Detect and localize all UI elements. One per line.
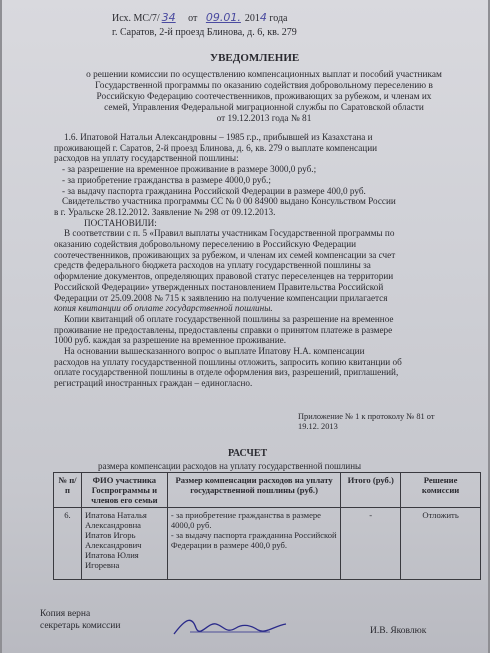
notice-title: УВЕДОМЛЕНИЕ — [210, 52, 300, 64]
sender-address: г. Саратов, 2-й проезд Блинова, д. 6, кв. 279 — [112, 27, 297, 38]
copy-certification — [40, 608, 120, 632]
body-line: копия квитанции об оплате государственной пошлины. — [54, 303, 273, 314]
subtitle-line: о решении комиссии по осуществлению компенсационных выплат и пособий участникам — [86, 70, 442, 80]
body-line: - за выдачу паспорта гражданина Российской Федерации в размере 400,0 руб. — [62, 185, 366, 196]
ref-prefix: Исх. МС/7/ — [112, 13, 160, 24]
body-line: На основании вышесказанного вопрос о выплате Ипатову Н.А. компенсации — [64, 346, 365, 357]
table-row — [54, 508, 481, 580]
body-line: Федерации от 25.09.2008 № 715 к заявлению на получение компенсации прилагается — [54, 292, 388, 303]
subtitle-line: Российскую Федерацию соотечественников, проживающих за рубежом, и членам их — [96, 92, 432, 102]
subtitle-line: от 19.12.2013 года № 81 — [216, 114, 312, 124]
body-line: соотечественников, проживающих за рубежом, и членам их семей компенсации за счет — [54, 249, 396, 260]
subtitle-line: семей, Управления Федеральной миграционной службы по Саратовской области — [104, 103, 424, 113]
copy-line: Копия верна — [40, 609, 91, 619]
body-line: - за приобретение гражданства в размере 4000,0 руб.; — [62, 174, 271, 185]
subtitle-line: Государственной программы по оказанию содействия добровольному переселению в — [95, 81, 433, 91]
certificate-line: Свидетельство участника программы СС № 0 00 84900 выдано Консульством России — [62, 196, 396, 207]
appendix-date: 19.12. 2013 — [298, 422, 338, 431]
secretary-line: секретарь комиссии — [40, 621, 121, 631]
date-from-label: от — [188, 13, 198, 24]
outgoing-ref-line — [112, 12, 288, 25]
year-digit-handwritten: 4 — [259, 11, 267, 24]
application-line: в г. Уральске 28.12.2012. Заявление № 298 от 09.12.2013. — [54, 206, 276, 217]
body-line: Копии квитанций об оплате государственной пошлины за разрешение на временное — [64, 313, 394, 324]
row-total: - — [341, 508, 401, 580]
year-suffix: года — [269, 13, 288, 24]
col-total: Итого (руб.) — [341, 473, 401, 508]
resolved-heading: ПОСТАНОВИЛИ: — [84, 217, 157, 228]
row-names: Ипатова Наталья Александровна Ипатов Игорь Александрович Ипатова Юлия Игоревна — [81, 508, 167, 580]
row-amounts — [167, 508, 340, 580]
amount-line: - за выдачу паспорта гражданина Российской Федерации в размере 400,0 руб. — [170, 530, 337, 550]
calc-title: РАСЧЕТ — [228, 448, 268, 459]
col-decision: Решение комиссии — [401, 473, 481, 508]
section-1-6 — [54, 132, 402, 389]
body-line: - за разрешение на временное проживание в размере 3000,0 руб.; — [62, 164, 317, 175]
body-line: средств федерального бюджета расходов на уплату государственной пошлины за — [54, 260, 371, 271]
col-amount: Размер компенсации расходов на уплату государственной пошлины (руб.) — [167, 473, 340, 508]
ref-number-handwritten: 34 — [161, 11, 176, 24]
calc-table — [53, 472, 481, 580]
table-header-row — [54, 473, 481, 508]
year-label: 201 — [244, 13, 260, 24]
col-name: ФИО участника Госпрограммы и членов его семьи — [81, 473, 167, 508]
body-line: регистраций иностранных граждан – единогласно. — [54, 378, 253, 389]
row-decision: Отложить — [401, 508, 481, 580]
body-line: проживающей г. Саратов, 2-й проезд Блинова, д. 6, кв. 279 о выплате компенсации — [54, 142, 378, 153]
calc-subtitle: размера компенсации расходов на уплату государственной пошлины — [98, 461, 362, 471]
body-line: расходов на уплату государственной пошлины: — [54, 153, 239, 164]
col-num: № п/п — [54, 473, 82, 508]
appendix-line: Приложение № 1 к протоколу № 81 от — [298, 412, 435, 421]
document-page — [2, 0, 488, 653]
body-line: Российской Федерации» утвержденных постановлением Правительства Российской — [54, 281, 384, 292]
body-line: оформление документов, определяющих правовой статус переселенцев на территории — [54, 271, 394, 282]
appendix-note — [298, 412, 435, 432]
body-line: оказанию содействия добровольному переселению в Российскую Федерации — [54, 239, 357, 250]
signer-name: И.В. Яковлюк — [370, 626, 427, 636]
body-line: проживание не предоставлены, предоставлены справки о принятом платеже в размере — [54, 324, 393, 335]
date-handwritten: 09.01. — [205, 11, 241, 24]
body-line: 1.6. Ипатовой Натальи Александровны – 1985 г.р., прибывшей из Казахстана и — [64, 132, 373, 142]
notice-subtitle — [54, 70, 474, 125]
body-line: расходов на уплату государственной пошлины отложить, запросить копию квитанции об — [54, 356, 402, 367]
row-num: 6. — [54, 508, 82, 580]
body-line: 1000 руб. каждая за разрешение на временное проживание. — [54, 335, 286, 346]
signature-image — [170, 612, 290, 642]
amount-line: - за приобретение гражданства в размере 4000,0 руб. — [170, 510, 321, 530]
body-line: оплате государственной пошлины в отделе оформления виз, разрешений, приглашений, — [54, 367, 399, 378]
body-line: В соответствии с п. 5 «Правил выплаты участникам Государственной программы по — [64, 228, 395, 239]
